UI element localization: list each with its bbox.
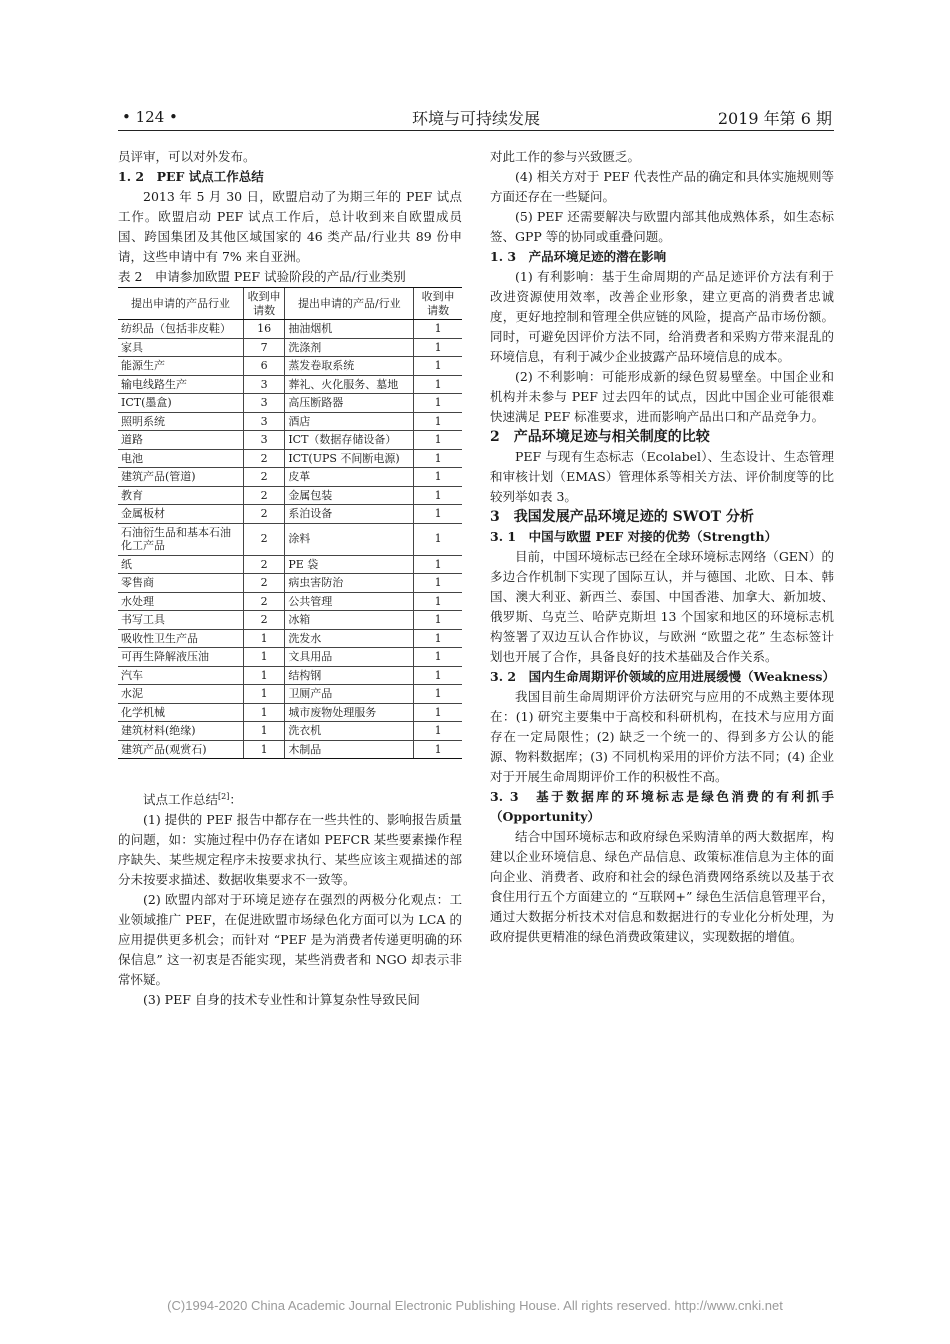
table-cell: 洗衣机 xyxy=(285,722,414,741)
table-cell: 1 xyxy=(244,666,285,685)
table-row xyxy=(118,394,462,413)
paragraph-pilot-summary: 2013 年 5 月 30 日，欧盟启动了为期三年的 PEF 试点工作。欧盟启动 PEF 试点工作后，总计收到来自欧盟成员国、跨国集团及其他区域国家的 46 类产品/行业共 89 份申请，这些申请中有 7% 来自亚洲。 xyxy=(118,189,462,264)
table-row xyxy=(118,629,462,648)
table-row xyxy=(118,431,462,450)
table-cell: 1 xyxy=(414,574,462,593)
table-cell: 照明系统 xyxy=(118,412,244,431)
table-row xyxy=(118,505,462,524)
left-column xyxy=(118,147,462,1010)
table-header-cell: 收到申请数 xyxy=(244,288,285,320)
table-row xyxy=(118,486,462,505)
paragraph-weakness: 我国目前生命周期评价方法研究与应用的不成熟主要体现在：(1) 研究主要集中于高校和科研机构，在技术与应用方面存在一定局限性；(2) 缺乏一个统一的、得到多方公认的能源、物料数据库；(3) 不同机构采用的评价方法不同；(4) 企业对于开展生命周期评价工作的积极性不高。 xyxy=(490,689,834,784)
impact-positive: (1) 有利影响：基于生命周期的产品足迹评价方法有利于改进资源使用效率，改善企业形象，建立更高的消费者忠诚度，更好地控制和管理全供应链的风险，提高产品市场份额。同时，可避免因评价方法不同，给消费者和采购方带来混乱的环境信息，有利于减少企业披露产品环境信息的成本。 xyxy=(490,269,834,364)
paragraph-continued: 员评审，可以对外发布。 xyxy=(118,149,256,164)
table-cell: 2 xyxy=(244,505,285,524)
table-cell: 1 xyxy=(414,592,462,611)
table-cell: ICT(UPS 不间断电源) xyxy=(285,449,414,468)
table-cell: 1 xyxy=(414,740,462,759)
table-row xyxy=(118,740,462,759)
table-cell: 卫厕产品 xyxy=(285,685,414,704)
table-cell: 结构钢 xyxy=(285,666,414,685)
table-cell: 洗发水 xyxy=(285,629,414,648)
table-cell: 1 xyxy=(244,703,285,722)
table-cell: 3 xyxy=(244,412,285,431)
table-row xyxy=(118,320,462,339)
table-cell: 1 xyxy=(244,722,285,741)
table-row xyxy=(118,611,462,630)
table-cell: 2 xyxy=(244,468,285,487)
table-cell: 3 xyxy=(244,431,285,450)
table-cell: 水泥 xyxy=(118,685,244,704)
table-cell: 1 xyxy=(414,703,462,722)
table-cell: 电池 xyxy=(118,449,244,468)
paragraph-comparison: PEF 与现有生态标志（Ecolabel）、生态设计、生态管理和审核计划（EMAS）管理体系等相关方法、评价制度等的比较列举如表 3。 xyxy=(490,449,834,504)
table-cell: 水处理 xyxy=(118,592,244,611)
table-cell: 1 xyxy=(244,740,285,759)
table-cell: 1 xyxy=(414,611,462,630)
page-header xyxy=(118,104,834,131)
table-cell: 1 xyxy=(414,320,462,339)
table-cell: 1 xyxy=(244,648,285,667)
table-cell: 葬礼、火化服务、墓地 xyxy=(285,375,414,394)
table-cell: 1 xyxy=(414,666,462,685)
table-cell: 酒店 xyxy=(285,412,414,431)
table-cell: 化学机械 xyxy=(118,703,244,722)
issue-label: 2019 年第 6 期 xyxy=(717,109,832,128)
table-cell: 2 xyxy=(244,449,285,468)
summary-item-2: (2) 欧盟内部对于环境足迹存在强烈的两极分化观点：工业领域推广 PEF，在促进欧盟市场绿色化方面可以为 LCA 的应用提供更多机会；而针对 “PEF 是为消费者传递更明确的环保信息” 这一初衷是否能实现，某些消费者和 NGO 却表示非常怀疑。 xyxy=(118,892,462,988)
table-cell: 吸收性卫生产品 xyxy=(118,629,244,648)
table-cell: 1 xyxy=(414,449,462,468)
table-cell: 1 xyxy=(414,431,462,450)
table-row xyxy=(118,685,462,704)
summary-intro xyxy=(118,787,462,810)
table-row xyxy=(118,703,462,722)
summary-colon: ： xyxy=(229,792,242,808)
table-cell: 纸 xyxy=(118,555,244,574)
copyright-footer: (C)1994-2020 China Academic Journal Electronic Publishing House. All rights reserved. http://www.cnki.net xyxy=(167,1298,783,1313)
table-row xyxy=(118,357,462,376)
table-row xyxy=(118,555,462,574)
table-row xyxy=(118,375,462,394)
summary-item-4: (4) 相关方对于 PEF 代表性产品的确定和具体实施规则等方面还存在一些疑问。 xyxy=(490,169,834,204)
table-cell: 1 xyxy=(414,629,462,648)
table-cell: 2 xyxy=(244,574,285,593)
summary-intro-text: 试点工作总结 xyxy=(143,792,219,808)
table-cell: 2 xyxy=(244,523,285,555)
table-cell: 冰箱 xyxy=(285,611,414,630)
table-cell: 3 xyxy=(244,394,285,413)
table-cell: 1 xyxy=(244,629,285,648)
table-cell: 零售商 xyxy=(118,574,244,593)
section-heading-3-3: 3. 3 基于数据库的环境标志是绿色消费的有利抓手（Opportunity） xyxy=(490,789,834,824)
table-cell: 石油衍生品和基本石油化工产品 xyxy=(118,523,244,555)
table-row xyxy=(118,468,462,487)
table-row xyxy=(118,592,462,611)
table-cell: 1 xyxy=(414,523,462,555)
table-cell: 皮革 xyxy=(285,468,414,487)
table-cell: 道路 xyxy=(118,431,244,450)
table-cell: 1 xyxy=(414,486,462,505)
table-header-row xyxy=(118,288,462,320)
paragraph-strength: 目前，中国环境标志已经在全球环境标志网络（GEN）的多边合作机制下实现了国际互认，并与德国、北欧、日本、韩国、澳大利亚、新西兰、泰国、中国香港、加拿大、新加坡、俄罗斯、乌克兰、哈萨克斯坦 13 个国家和地区的环境标志机构签署了双边互认合作协议，与欧洲 “欧盟之花” 生态标签计划也开展了合作，具备良好的技术基础及合作关系。 xyxy=(490,549,834,664)
table-cell: ICT(墨盒) xyxy=(118,394,244,413)
table-cell: 1 xyxy=(414,468,462,487)
table-row xyxy=(118,722,462,741)
table-cell: 1 xyxy=(414,338,462,357)
table-cell: 1 xyxy=(414,375,462,394)
table-cell: 1 xyxy=(414,505,462,524)
table-cell: 家具 xyxy=(118,338,244,357)
table-cell: 建筑材料(绝缘) xyxy=(118,722,244,741)
table-cell: 木制品 xyxy=(285,740,414,759)
summary-item-1: (1) 提供的 PEF 报告中都存在一些共性的、影响报告质量的问题，如：实施过程中仍存在诸如 PEFCR 某些要素操作程序缺失、某些规定程序未按要求执行、某些应该主观描述的部分未按要求描述、数据收集要求不一致等。 xyxy=(118,812,462,888)
table-row xyxy=(118,523,462,555)
table-cell: 1 xyxy=(414,412,462,431)
table-cell: 1 xyxy=(414,648,462,667)
table-cell: 输电线路生产 xyxy=(118,375,244,394)
paragraph-opportunity: 结合中国环境标志和政府绿色采购清单的两大数据库，构建以企业环境信息、绿色产品信息、政策标准信息为主体的面向企业、消费者、政府和社会的绿色消费网络系统以及基于衣食住用行五个方面建立的 “互联网+” 绿色生活信息管理平台，通过大数据分析技术对信息和数据进行的专业化分析处理，为政府提供更精准的绿色消费政策建议，实现数据的增值。 xyxy=(490,829,834,944)
table-cell: 金属包装 xyxy=(285,486,414,505)
table-cell: 能源生产 xyxy=(118,357,244,376)
table-cell: 2 xyxy=(244,592,285,611)
table-cell: 1 xyxy=(414,685,462,704)
table-caption: 表 2 申请参加欧盟 PEF 试验阶段的产品/行业类别 xyxy=(118,269,406,284)
table-cell: 公共管理 xyxy=(285,592,414,611)
table-cell: 建筑产品(管道) xyxy=(118,468,244,487)
table-cell: 1 xyxy=(414,394,462,413)
summary-item-3: (3) PEF 自身的技术专业性和计算复杂性导致民间 xyxy=(143,992,420,1008)
table-cell: 教育 xyxy=(118,486,244,505)
table-cell: 汽车 xyxy=(118,666,244,685)
table-header-cell: 提出申请的产品行业 xyxy=(118,288,244,320)
journal-title: 环境与可持续发展 xyxy=(411,109,540,128)
table-cell: 1 xyxy=(414,357,462,376)
table-row xyxy=(118,338,462,357)
table-row xyxy=(118,574,462,593)
table-cell: 1 xyxy=(414,722,462,741)
table-cell: 涂料 xyxy=(285,523,414,555)
table-cell: 金属板材 xyxy=(118,505,244,524)
table-row xyxy=(118,449,462,468)
summary-item-5: (5) PEF 还需要解决与欧盟内部其他成熟体系，如生态标签、GPP 等的协同或重叠问题。 xyxy=(490,209,834,244)
table-cell: 文具用品 xyxy=(285,648,414,667)
table-cell: 1 xyxy=(244,685,285,704)
table-cell: 抽油烟机 xyxy=(285,320,414,339)
section-heading-3: 3 我国发展产品环境足迹的 SWOT 分析 xyxy=(490,509,754,525)
table-cell: 7 xyxy=(244,338,285,357)
paragraph-continued: 对此工作的参与兴致匮乏。 xyxy=(490,149,641,164)
table-row xyxy=(118,648,462,667)
table-cell: 城市废物处理服务 xyxy=(285,703,414,722)
section-heading-1-3: 1. 3 产品环境足迹的潜在影响 xyxy=(490,249,667,264)
table-cell: 2 xyxy=(244,486,285,505)
right-column xyxy=(490,147,834,947)
table-row xyxy=(118,666,462,685)
table-cell: ICT（数据存储设备） xyxy=(285,431,414,450)
section-heading-2: 2 产品环境足迹与相关制度的比较 xyxy=(490,429,710,445)
table-cell: 6 xyxy=(244,357,285,376)
table-header-cell: 收到申请数 xyxy=(414,288,462,320)
table-header-cell: 提出申请的产品/行业 xyxy=(285,288,414,320)
section-heading-3-1: 3. 1 中国与欧盟 PEF 对接的优势（Strength） xyxy=(490,529,778,544)
table-cell: 2 xyxy=(244,611,285,630)
table-cell: 洗涤剂 xyxy=(285,338,414,357)
page-number: • 124 • xyxy=(122,108,178,126)
impact-negative: (2) 不利影响：可能形成新的绿色贸易壁垒。中国企业和机构并未参与 PEF 过去四年的试点，因此中国企业可能很难快速满足 PEF 标准要求，进而影响产品出口和产品竞争力。 xyxy=(490,369,834,424)
table-cell: 蒸发卷取系统 xyxy=(285,357,414,376)
table-row xyxy=(118,412,462,431)
table-cell: PE 袋 xyxy=(285,555,414,574)
table-cell: 1 xyxy=(414,555,462,574)
table-cell: 2 xyxy=(244,555,285,574)
table-cell: 16 xyxy=(244,320,285,339)
table-cell: 病虫害防治 xyxy=(285,574,414,593)
table-cell: 建筑产品(观赏石) xyxy=(118,740,244,759)
section-heading-1-2: 1. 2 PEF 试点工作总结 xyxy=(118,169,264,184)
table-cell: 3 xyxy=(244,375,285,394)
table-cell: 纺织品（包括非皮鞋） xyxy=(118,320,244,339)
table-cell: 书写工具 xyxy=(118,611,244,630)
section-heading-3-2: 3. 2 国内生命周期评价领域的应用进展缓慢（Weakness） xyxy=(490,669,835,684)
table-cell: 可再生降解液压油 xyxy=(118,648,244,667)
table-cell: 系泊设备 xyxy=(285,505,414,524)
citation-ref: [2] xyxy=(218,792,230,801)
table-cell: 高压断路器 xyxy=(285,394,414,413)
pef-category-table xyxy=(118,287,462,759)
